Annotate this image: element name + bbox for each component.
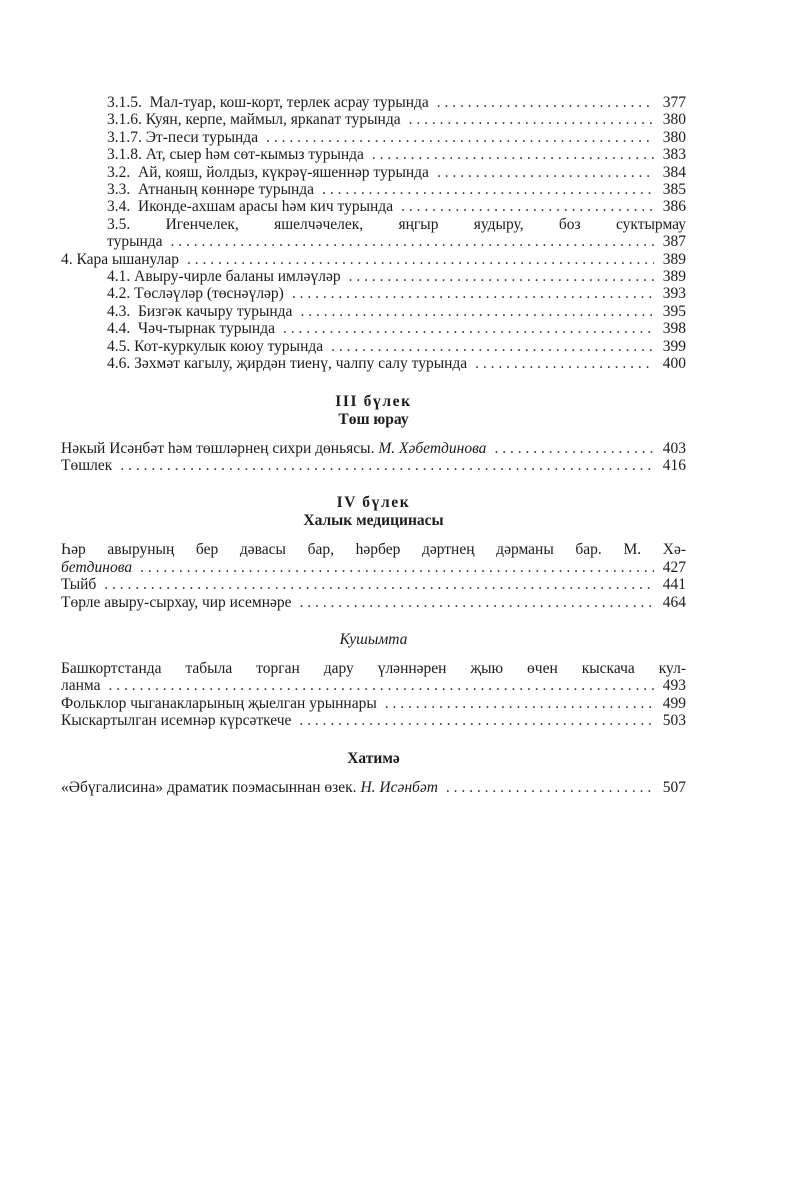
page-number: 403 <box>662 439 686 457</box>
entry-number: 4.5. <box>107 337 131 355</box>
page-number: 387 <box>662 233 686 251</box>
entry-number: 4.2. <box>107 285 131 303</box>
toc-entry-3-4[interactable] <box>61 198 686 215</box>
entry-title-line1: Һәр авыруның бер дәвасы бар, һәрбер дәртнең дәрманы бар. М. Хә- <box>61 541 686 559</box>
page-number: 380 <box>662 128 686 146</box>
page-number: 416 <box>662 456 686 474</box>
dot-leader <box>266 129 654 146</box>
afterword-title: Хатимә <box>347 749 400 767</box>
dot-leader <box>446 779 654 796</box>
toc-entry-4-1[interactable] <box>61 268 686 285</box>
toc-entry-4-5[interactable] <box>61 338 686 355</box>
dot-leader <box>299 712 654 729</box>
entry-number: 3.1.8. <box>107 146 142 164</box>
dot-leader <box>409 111 654 128</box>
dot-leader <box>187 251 654 268</box>
entry-title: Атнаның көннәре турында <box>138 181 315 199</box>
toc-entry-part3-intro[interactable] <box>61 440 686 457</box>
entry-number: 4.6. <box>107 355 131 373</box>
dot-leader <box>300 303 654 320</box>
dot-leader <box>494 440 654 457</box>
entry-title: «Әбүгалисина» драматик поэмасыннан өзек. <box>61 778 357 796</box>
entry-title: Чәч-тырнак турында <box>138 320 275 338</box>
page-number: 441 <box>662 576 686 594</box>
table-of-contents <box>61 94 686 796</box>
page-number: 386 <box>662 198 686 216</box>
toc-entry-abbreviations[interactable] <box>61 712 686 729</box>
toc-entry-3-1-7[interactable] <box>61 129 686 146</box>
entry-number: 4.4. <box>107 320 131 338</box>
part-4-title: Халык медицинасы <box>303 512 444 530</box>
entry-title: Эт-песи турында <box>145 128 259 146</box>
dot-leader <box>109 677 655 694</box>
page-number: 464 <box>662 593 686 611</box>
dot-leader <box>349 268 654 285</box>
entry-title: Фольклор чыганакларының җыелган урыннары <box>61 694 377 712</box>
entry-title-line1: 3.5. Игенчелек, яшелчәчелек, яңгыр яудыру, боз суктырмау <box>107 215 686 233</box>
dot-leader <box>385 695 654 712</box>
dot-leader <box>300 594 654 611</box>
entry-title: Кот-куркулык коюу турында <box>134 337 324 355</box>
dot-leader <box>120 457 654 474</box>
part-3-label: III бүлек <box>335 392 412 410</box>
page-number: 493 <box>662 677 686 695</box>
page-number: 380 <box>662 111 686 129</box>
entry-title: Тыйб <box>61 576 97 594</box>
page-number: 400 <box>662 355 686 373</box>
toc-entry-3-2[interactable] <box>61 164 686 181</box>
toc-entry-disease-names[interactable] <box>61 594 686 611</box>
entry-title: Бизгәк качыру турында <box>138 302 293 320</box>
entry-number: 3.1.5. <box>107 94 142 111</box>
toc-entry-toshlek[interactable] <box>61 457 686 474</box>
appendix-title: Кушымта <box>339 630 408 648</box>
toc-entry-3-5[interactable] <box>61 216 686 251</box>
entry-author: М. Хәбетдинова <box>378 439 487 457</box>
page-number: 399 <box>662 337 686 355</box>
dot-leader <box>104 576 654 593</box>
dot-leader <box>140 559 654 576</box>
entry-title: Төсләүләр (төснәүләр) <box>134 285 284 303</box>
dot-leader <box>292 285 654 302</box>
entry-title: Авыру-чирле баланы имләүләр <box>134 268 341 286</box>
entry-number: 3.4. <box>107 198 131 216</box>
dot-leader <box>322 181 654 198</box>
entry-title: Куян, керпе, маймыл, яркаnaт турында <box>145 111 401 129</box>
entry-number: 3.3. <box>107 181 131 199</box>
part-3-title: Төш юрау <box>338 410 409 428</box>
toc-entry-4-4[interactable] <box>61 320 686 337</box>
entry-title: Мал-туар, кош-корт, терлек асрау турында <box>149 94 429 111</box>
toc-entry-folklore-sources[interactable] <box>61 695 686 712</box>
page-number: 395 <box>662 302 686 320</box>
dot-leader <box>372 146 654 163</box>
page-number: 393 <box>662 285 686 303</box>
entry-author: Н. Исәнбәт <box>360 778 438 796</box>
entry-title: Зәхмәт кагылу, җирдән тиенү, чалпу салу турында <box>134 355 468 373</box>
page-number: 389 <box>662 250 686 268</box>
toc-entry-herbs-guide[interactable] <box>61 660 686 695</box>
toc-entry-3-1-5[interactable] <box>61 94 686 111</box>
toc-entry-4-2[interactable] <box>61 285 686 302</box>
dot-leader <box>437 94 654 111</box>
page-number: 499 <box>662 694 686 712</box>
entry-title: Кыскартылган исемнәр күрсәткече <box>61 712 292 730</box>
entry-title: Иконде-ахшам арасы һәм кич турында <box>138 198 394 216</box>
entry-number: 4.1. <box>107 268 131 286</box>
entry-title-line1: Башкортстанда табыла торган дару үләннәрен җыю өчен кыскача кул- <box>61 659 686 677</box>
entry-title-line2: ланма <box>61 677 101 695</box>
toc-entry-abugalisina[interactable] <box>61 779 686 796</box>
entry-number: 4.3. <box>107 302 131 320</box>
page-number: 384 <box>662 163 686 181</box>
entry-number: 3.1.7. <box>107 128 142 146</box>
toc-entry-4[interactable] <box>61 251 686 268</box>
entry-title: Төшлек <box>61 456 113 474</box>
toc-entry-3-3[interactable] <box>61 181 686 198</box>
toc-entry-part4-intro[interactable] <box>61 541 686 576</box>
toc-entry-4-6[interactable] <box>61 355 686 372</box>
page-number: 377 <box>662 94 686 111</box>
page-number: 385 <box>662 181 686 199</box>
dot-leader <box>475 355 654 372</box>
dot-leader <box>401 198 654 215</box>
page-number: 398 <box>662 320 686 338</box>
page-number: 389 <box>662 268 686 286</box>
dot-leader <box>171 233 654 250</box>
entry-title: Нәкый Исәнбәт һәм төшләрнең сихри дөньясы. <box>61 439 375 457</box>
page-number: 507 <box>662 778 686 796</box>
entry-title-line2: турында <box>107 233 163 251</box>
page-number: 383 <box>662 146 686 164</box>
entry-number: 3.1.6. <box>107 111 142 129</box>
toc-entry-tyib[interactable] <box>61 576 686 593</box>
part-4-label: IV бүлек <box>336 494 411 512</box>
entry-title-line2: бетдинова <box>61 558 133 576</box>
entry-title: 4. Кара ышанулар <box>61 250 179 268</box>
entry-title: Төрле авыру-сырхау, чир исемнәре <box>61 593 292 611</box>
entry-title: Ат, сыер һәм сөт-кымыз турында <box>145 146 364 164</box>
dot-leader <box>437 164 654 181</box>
entry-number: 3.2. <box>107 163 131 181</box>
dot-leader <box>331 338 654 355</box>
page-number: 427 <box>662 558 686 576</box>
toc-entry-3-1-8[interactable] <box>61 146 686 163</box>
toc-entry-3-1-6[interactable] <box>61 111 686 128</box>
toc-entry-4-3[interactable] <box>61 303 686 320</box>
entry-title: Ай, кояш, йолдыз, күкрәү-яшеннәр турында <box>138 163 429 181</box>
dot-leader <box>283 320 654 337</box>
page-number: 503 <box>662 712 686 730</box>
